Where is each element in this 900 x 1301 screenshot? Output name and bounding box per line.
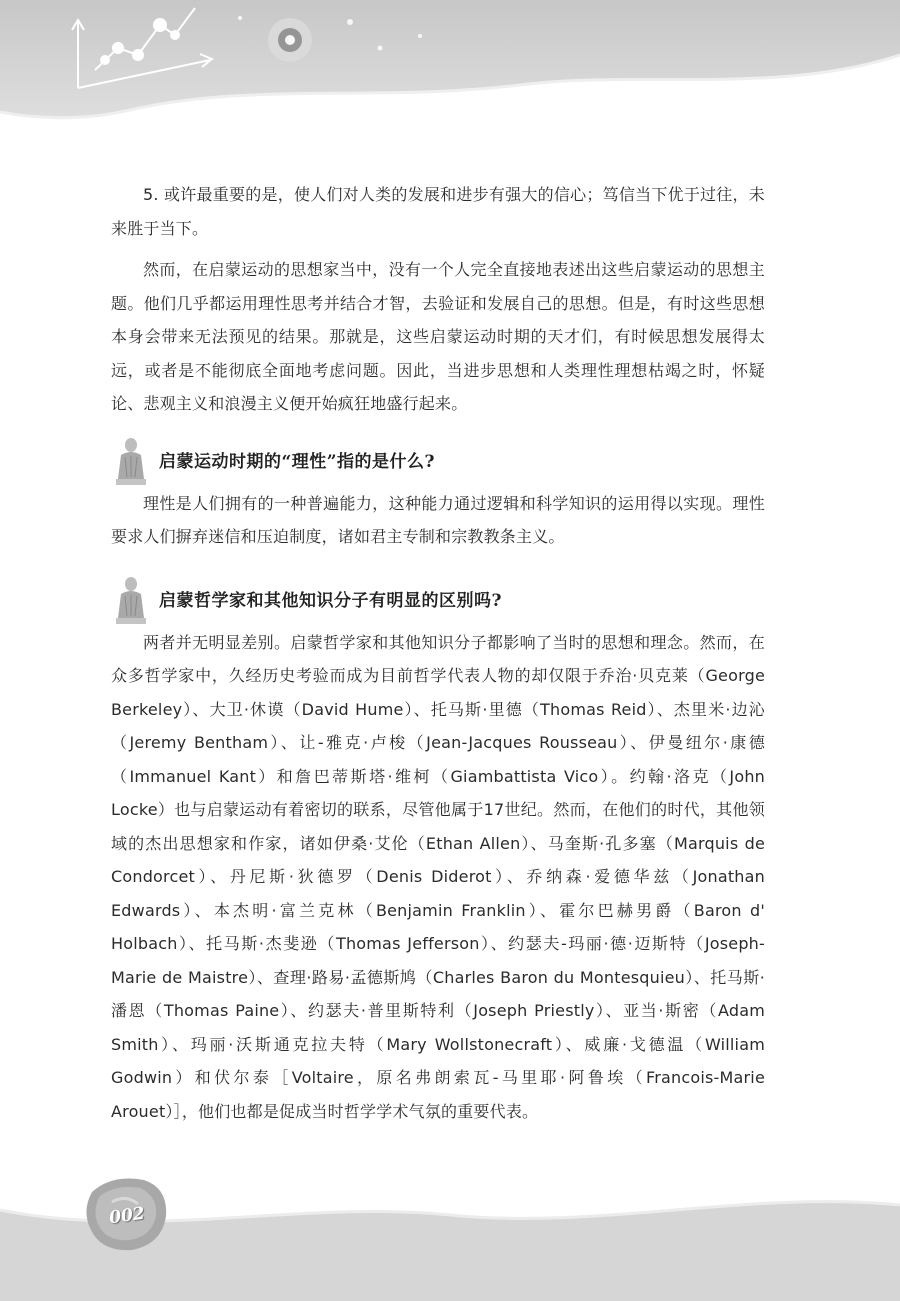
page-number: 002 [108, 1203, 146, 1229]
paragraph: 两者并无明显差别。启蒙哲学家和其他知识分子都影响了当时的思想和理念。然而，在众多哲学家中，久经历史考验而成为目前哲学代表人物的却仅限于乔治·贝克莱（George Berkeley）、大卫·休谟（David Hume）、托马斯·里德（Thomas Reid）、杰里米·边沁（Jeremy Bentham）、让-雅克·卢梭（Jean-Jacques Rousseau）、伊曼纽尔·康德（Immanuel Kant）和詹巴蒂斯塔·维柯（Giambattista Vico）。约翰·洛克（John Locke）也与启蒙运动有着密切的联系，尽管他属于17世纪。然而，在他们的时代，其他领域的杰出思想家和作家，诸如伊桑·艾伦（Ethan Allen）、马奎斯·孔多塞（Marquis de Condorcet）、丹尼斯·狄德罗（Denis Diderot）、乔纳森·爱德华兹（Jonathan Edwards）、本杰明·富兰克林（Benjamin Franklin）、霍尔巴赫男爵（Baron d' Holbach）、托马斯·杰斐逊（Thomas Jefferson）、约瑟夫-玛丽·德·迈斯特（Joseph-Marie de Maistre）、查理·路易·孟德斯鸠（Charles Baron du Montesquieu）、托马斯·潘恩（Thomas Paine）、约瑟夫·普里斯特利（Joseph Priestly）、亚当·斯密（Adam Smith）、玛丽·沃斯通克拉夫特（Mary Wollstonecraft）、威廉·戈德温（William Godwin）和伏尔泰［Voltaire，原名弗朗索瓦-马里耶·阿鲁埃（Francois-Marie Arouet）］，他们也都是促成当时哲学学术气氛的重要代表。 [111, 632, 765, 1121]
header-decoration [0, 0, 900, 140]
section-heading [111, 574, 765, 626]
paragraph: 然而，在启蒙运动的思想家当中，没有一个人完全直接地表述出这些启蒙运动的思想主题。他们几乎都运用理性思考并结合才智，去验证和发展自己的思想。但是，有时这些思想本身会带来无法预见的结果。那就是，这些启蒙运动时期的天才们，有时候思想发展得太远，或者是不能彻底全面地考虑问题。因此，当进步思想和人类理性理想枯竭之时，怀疑论、悲观主义和浪漫主义便开始疯狂地盛行起来。 [111, 260, 765, 413]
section-heading [111, 435, 765, 487]
philosopher-statue-icon [111, 435, 151, 487]
section-title: 启蒙哲学家和其他知识分子有明显的区别吗? [159, 590, 502, 611]
section-title: 启蒙运动时期的“理性”指的是什么? [159, 451, 436, 472]
page-content [111, 178, 765, 1128]
paragraph: 5. 或许最重要的是，使人们对人类的发展和进步有强大的信心；笃信当下优于过往，未来胜于当下。 [111, 185, 765, 238]
philosopher-statue-icon [111, 574, 151, 626]
paragraph: 理性是人们拥有的一种普遍能力，这种能力通过逻辑和科学知识的运用得以实现。理性要求人们摒弃迷信和压迫制度，诸如君主专制和宗教教条主义。 [111, 493, 765, 546]
